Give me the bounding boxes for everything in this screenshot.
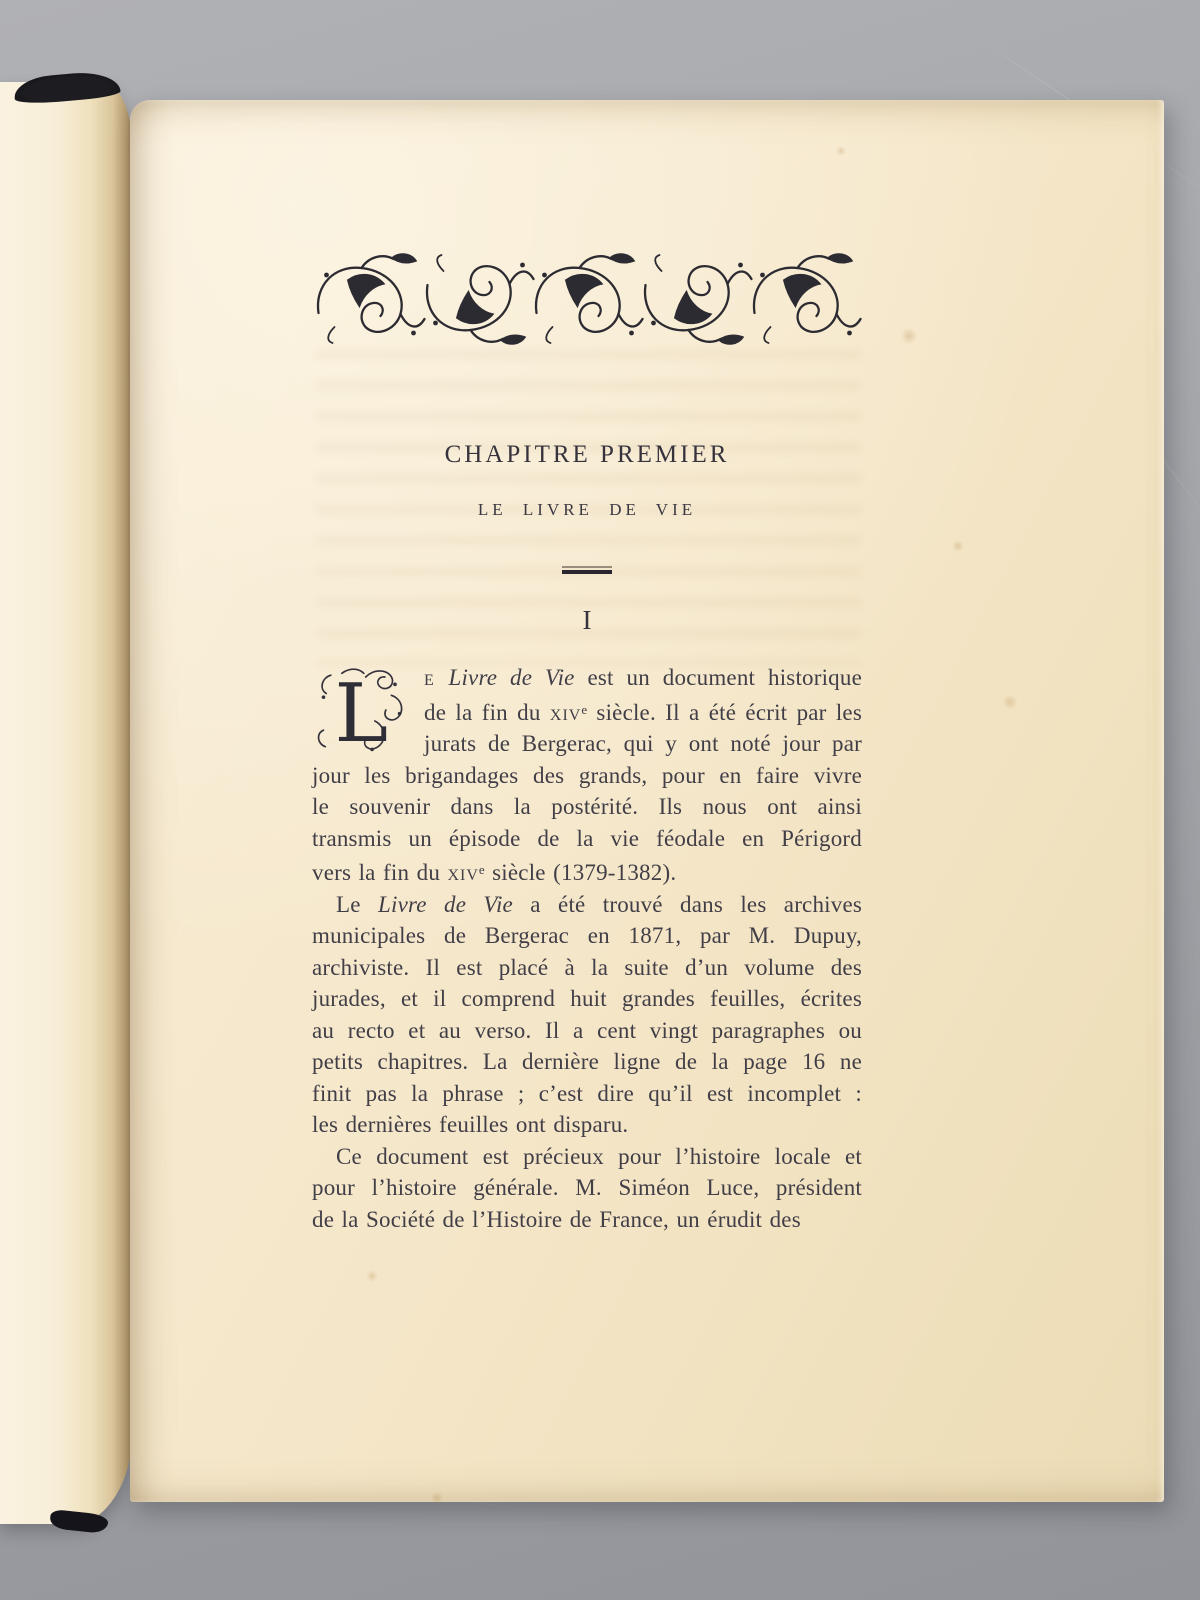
text-line: pour l’histoire générale. M. Siméon Luce, président bbox=[312, 1175, 862, 1201]
section-numeral: I bbox=[582, 604, 592, 635]
text-line: Le Livre de Vie a été trouvé dans les archives bbox=[336, 891, 863, 917]
paragraph bbox=[312, 889, 862, 1141]
chapter-subtitle: LE LIVRE DE VIE bbox=[477, 499, 697, 519]
paragraph bbox=[312, 1141, 862, 1236]
book-page bbox=[130, 100, 1164, 1502]
foxing-spot bbox=[1002, 695, 1018, 709]
text-column bbox=[312, 253, 862, 1235]
foxing-spot bbox=[366, 1270, 378, 1282]
foxing-spot bbox=[952, 540, 964, 552]
text-line: Ce document est précieux pour l’histoire locale et bbox=[336, 1143, 862, 1169]
chapter-heading: CHAPITRE PREMIER bbox=[444, 441, 730, 468]
text-line: le souvenir dans la postérité. Ils nous ont ainsi bbox=[312, 794, 862, 820]
text-line: de la fin du xiv$^e$ siècle. Il a été écrit par les bbox=[424, 699, 862, 725]
text-line: archiviste. Il est placé à la suite d’un volume des bbox=[312, 954, 862, 980]
text-line: au recto et au verso. Il a cent vingt paragraphes ou bbox=[312, 1017, 862, 1043]
body-text bbox=[312, 662, 862, 1235]
text-line: les dernières feuilles ont disparu. bbox=[312, 1112, 629, 1138]
text-line: e Livre de Vie est un document historique bbox=[424, 665, 862, 691]
foxing-spot bbox=[836, 146, 846, 156]
text-line: de la Société de l’Histoire de France, un érudit des bbox=[312, 1206, 801, 1232]
ornament-band bbox=[312, 253, 862, 345]
text-line: transmis un épisode de la vie féodale en Périgord bbox=[312, 825, 862, 851]
text-line: jurades, et il comprend huit grandes feuilles, écrites bbox=[312, 986, 862, 1012]
foxing-spot bbox=[900, 328, 918, 344]
text-line: petits chapitres. La dernière ligne de la page 16 ne bbox=[312, 1049, 862, 1075]
section-divider bbox=[562, 566, 612, 574]
drop-cap-letter: L bbox=[334, 667, 389, 762]
facing-page-edge bbox=[0, 82, 133, 1524]
text-line: municipales de Bergerac en 1871, par M. Dupuy, bbox=[312, 923, 862, 949]
foxing-spot bbox=[430, 1492, 444, 1504]
text-line: jour les brigandages des grands, pour en faire vivre bbox=[312, 762, 862, 788]
text-line: finit pas la phrase ; c’est dire qu’il est incomplet : bbox=[312, 1080, 862, 1106]
text-line: jurats de Bergerac, qui y ont noté jour par bbox=[424, 731, 862, 757]
text-line: vers la fin du xiv$^e$ siècle (1379-1382). bbox=[312, 860, 677, 886]
drop-cap bbox=[310, 666, 414, 762]
